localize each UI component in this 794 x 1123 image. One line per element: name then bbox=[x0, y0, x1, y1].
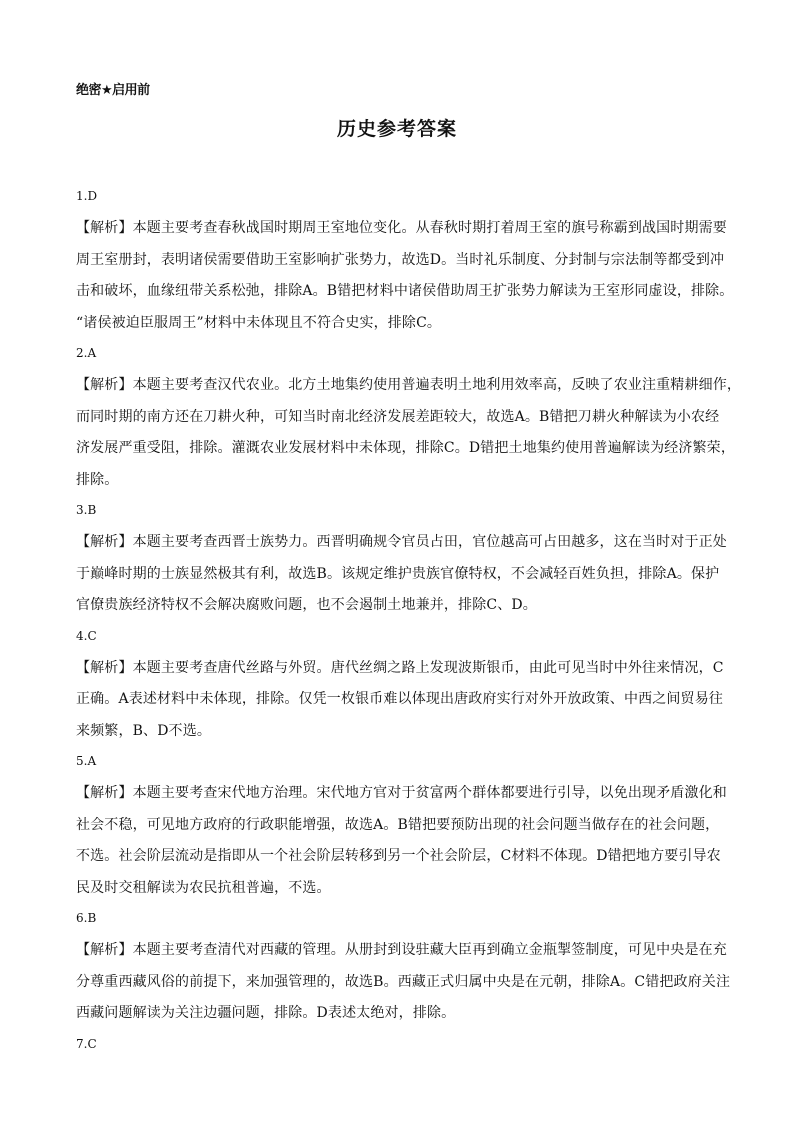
text-line: 【解析】本题主要考查清代对西藏的管理。从册封到设驻藏大臣再到确立金瓶掣签制度，可见中央是在充 bbox=[76, 942, 727, 958]
text-line: 【解析】本题主要考查西晋士族势力。西晋明确规令官员占田，官位越高可占田越多，这在当时对于正处 bbox=[76, 534, 727, 550]
answer-item-7 bbox=[76, 1030, 728, 1058]
text-line: 社会不稳，可见地方政府的行政职能增强，故选A。B错把要预防出现的社会问题当做存在的社会问题， bbox=[76, 816, 720, 833]
text-line: 西藏问题解读为关注边疆问题，排除。D表述太绝对，排除。 bbox=[76, 1005, 456, 1021]
text-line: 【解析】本题主要考查宋代地方治理。宋代地方官对于贫富两个群体都要进行引导，以免出现矛盾激化和 bbox=[76, 785, 727, 801]
explanation-paragraph bbox=[76, 778, 728, 904]
text-line: 排除。 bbox=[76, 471, 119, 488]
question-number: 7.C bbox=[76, 1036, 97, 1051]
text-line: 分尊重西藏风俗的前提下，来加强管理的，故选B。西藏正式归属中央是在元朝，排除A。C错把政府关注 bbox=[76, 973, 731, 990]
text-line: “诸侯被迫臣服周王”材料中未体现且不符合史实，排除C。 bbox=[76, 314, 442, 331]
question-number: 2.A bbox=[76, 346, 97, 360]
text-line: 民及时交租解读为农民抗租普遍，不选。 bbox=[76, 879, 331, 896]
text-line: 来频繁，B、D不选。 bbox=[76, 722, 212, 739]
answer-item-4 bbox=[76, 622, 728, 748]
explanation-paragraph bbox=[76, 213, 734, 339]
question-number: 4.C bbox=[76, 628, 97, 643]
question-number: 5.A bbox=[76, 754, 97, 768]
question-number: 1.D bbox=[76, 189, 98, 203]
explanation-paragraph bbox=[76, 370, 742, 496]
confidential-label: 绝密★启用前 bbox=[76, 83, 150, 98]
text-line: 不选。社会阶层流动是指即从一个社会阶层转移到另一个社会阶层，C材料不体现。D错把地方要引导农 bbox=[76, 848, 721, 864]
text-line: 周王室册封，表明诸侯需要借助王室影响扩张势力，故选D。当时礼乐制度、分封制与宗法制等都受到冲 bbox=[76, 251, 725, 268]
answer-item-1 bbox=[76, 182, 734, 339]
text-line: 官僚贵族经济特权不会解决腐败问题，也不会遏制土地兼并，排除C、D。 bbox=[76, 597, 537, 613]
text-line: 【解析】本题主要考查汉代农业。北方土地集约使用普遍表明土地利用效率高，反映了农业注重精耕细作， bbox=[76, 377, 742, 393]
explanation-paragraph bbox=[76, 527, 728, 622]
question-number: 3.B bbox=[76, 503, 97, 517]
text-line: 而同时期的南方还在刀耕火种，可知当时南北经济发展差距较大，故选A。B错把刀耕火种解读为小农经 bbox=[76, 408, 720, 425]
explanation-paragraph bbox=[76, 935, 731, 1030]
answer-item-5 bbox=[76, 747, 728, 904]
answer-item-6 bbox=[76, 904, 731, 1030]
text-line: 【解析】本题主要考查春秋战国时期周王室地位变化。从春秋时期打着周王室的旗号称霸到战国时期需要 bbox=[76, 220, 727, 236]
text-line: 于巅峰时期的士族显然极其有利，故选B。该规定维护贵族官僚特权，不会减轻百姓负担，排除A。保护 bbox=[76, 565, 720, 582]
answer-item-3 bbox=[76, 496, 728, 622]
page-title: 历史参考答案 bbox=[336, 118, 457, 140]
answer-item-2 bbox=[76, 339, 742, 496]
text-line: 济发展严重受阻，排除。灌溉农业发展材料中未体现，排除C。D错把土地集约使用普遍解读为经济繁荣， bbox=[76, 440, 735, 456]
text-line: 击和破坏，血缘纽带关系松弛，排除A。B错把材料中诸侯借助周王扩张势力解读为王室形同虚设，排除。 bbox=[76, 283, 734, 299]
text-line: 【解析】本题主要考查唐代丝路与外贸。唐代丝绸之路上发现波斯银币，由此可见当时中外往来情况，C bbox=[76, 659, 724, 676]
text-line: 正确。A表述材料中未体现，排除。仅凭一枚银币难以体现出唐政府实行对外开放政策、中西之间贸易往 bbox=[76, 691, 724, 707]
explanation-paragraph bbox=[76, 653, 728, 748]
question-number: 6.B bbox=[76, 911, 97, 925]
answer-list bbox=[76, 182, 742, 1061]
